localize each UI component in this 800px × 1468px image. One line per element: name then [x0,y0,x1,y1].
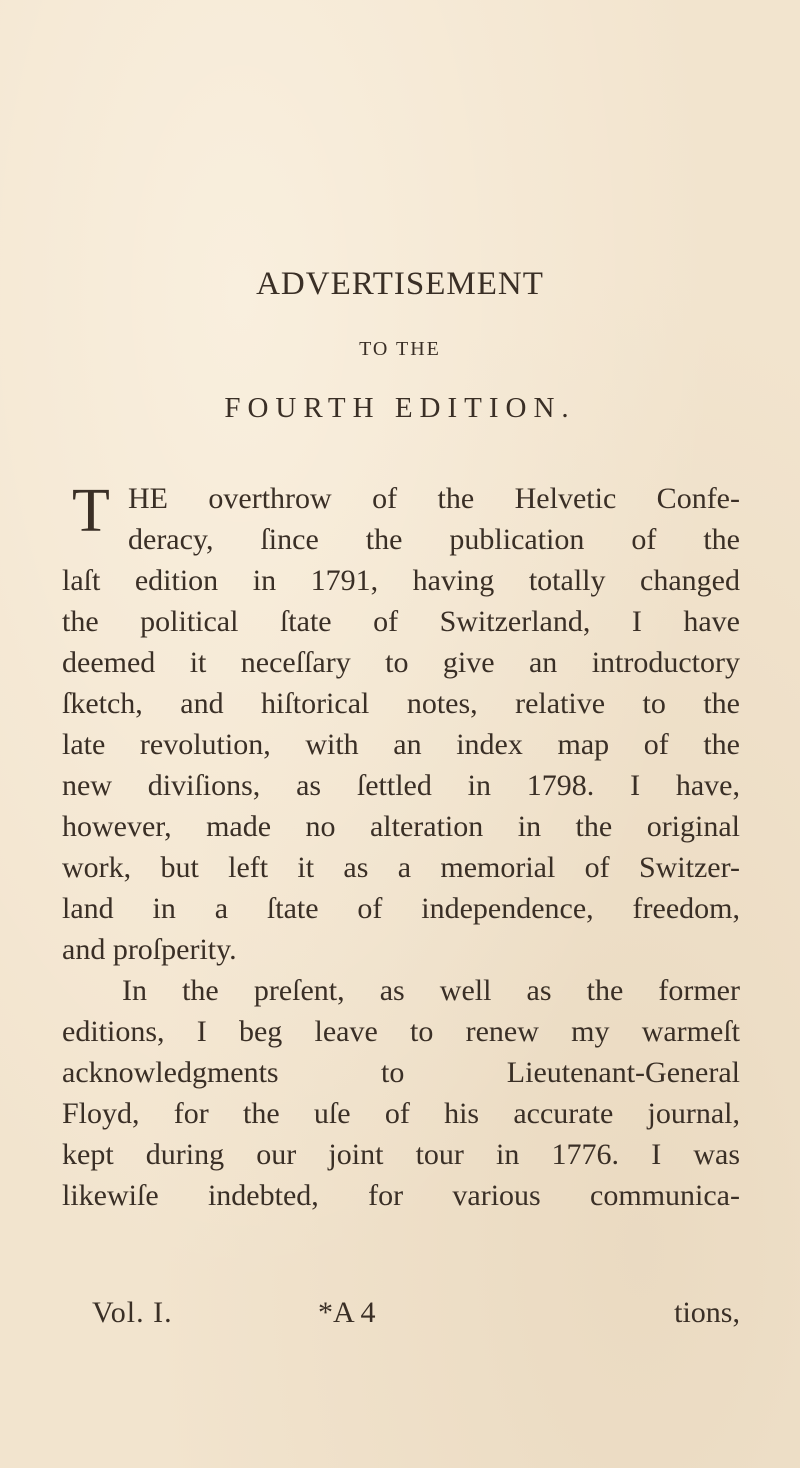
page-footer [92,1296,740,1340]
text-line: In the preſent, as well as the former [122,974,740,1007]
text-line: and proſperity. [62,933,237,966]
text-line: land in a ſtate of independence, freedom, [62,892,740,925]
drop-cap: T [72,477,110,545]
text-line: new diviſions, as ſettled in 1798. I have, [62,769,740,802]
subtitle: TO THE [359,338,441,360]
edition-heading: FOURTH EDITION. [224,392,576,424]
page-title: ADVERTISEMENT [256,266,544,302]
text-line: editions, I beg leave to renew my warmeſt [62,1015,740,1048]
volume-number: Vol. I. [92,1296,173,1329]
text-line: ſketch, and hiſtorical notes, relative to the [62,687,740,720]
text-line: deracy, ſince the publication of the [128,523,740,556]
text-line: kept during our joint tour in 1776. I was [62,1138,740,1171]
catchword: tions, [674,1296,740,1329]
body-text [62,478,740,1216]
first-line-text: HE overthrow of the Helvetic Confe- [128,482,740,515]
signature-mark: *A 4 [318,1296,376,1329]
text-line: late revolution, with an index map of the [62,728,740,761]
text-line: Floyd, for the uſe of his accurate journal, [62,1097,740,1130]
text-line: however, made no alteration in the original [62,810,740,843]
text-line: laſt edition in 1791, having totally changed [62,564,740,597]
text-line: the political ſtate of Switzerland, I have [62,605,740,638]
text-line: deemed it neceſſary to give an introductory [62,646,740,679]
text-line: likewiſe indebted, for various communica- [62,1179,740,1212]
text-line: acknowledgments to Lieutenant-General [62,1056,740,1089]
text-line: work, but left it as a memorial of Switzer- [62,851,740,884]
